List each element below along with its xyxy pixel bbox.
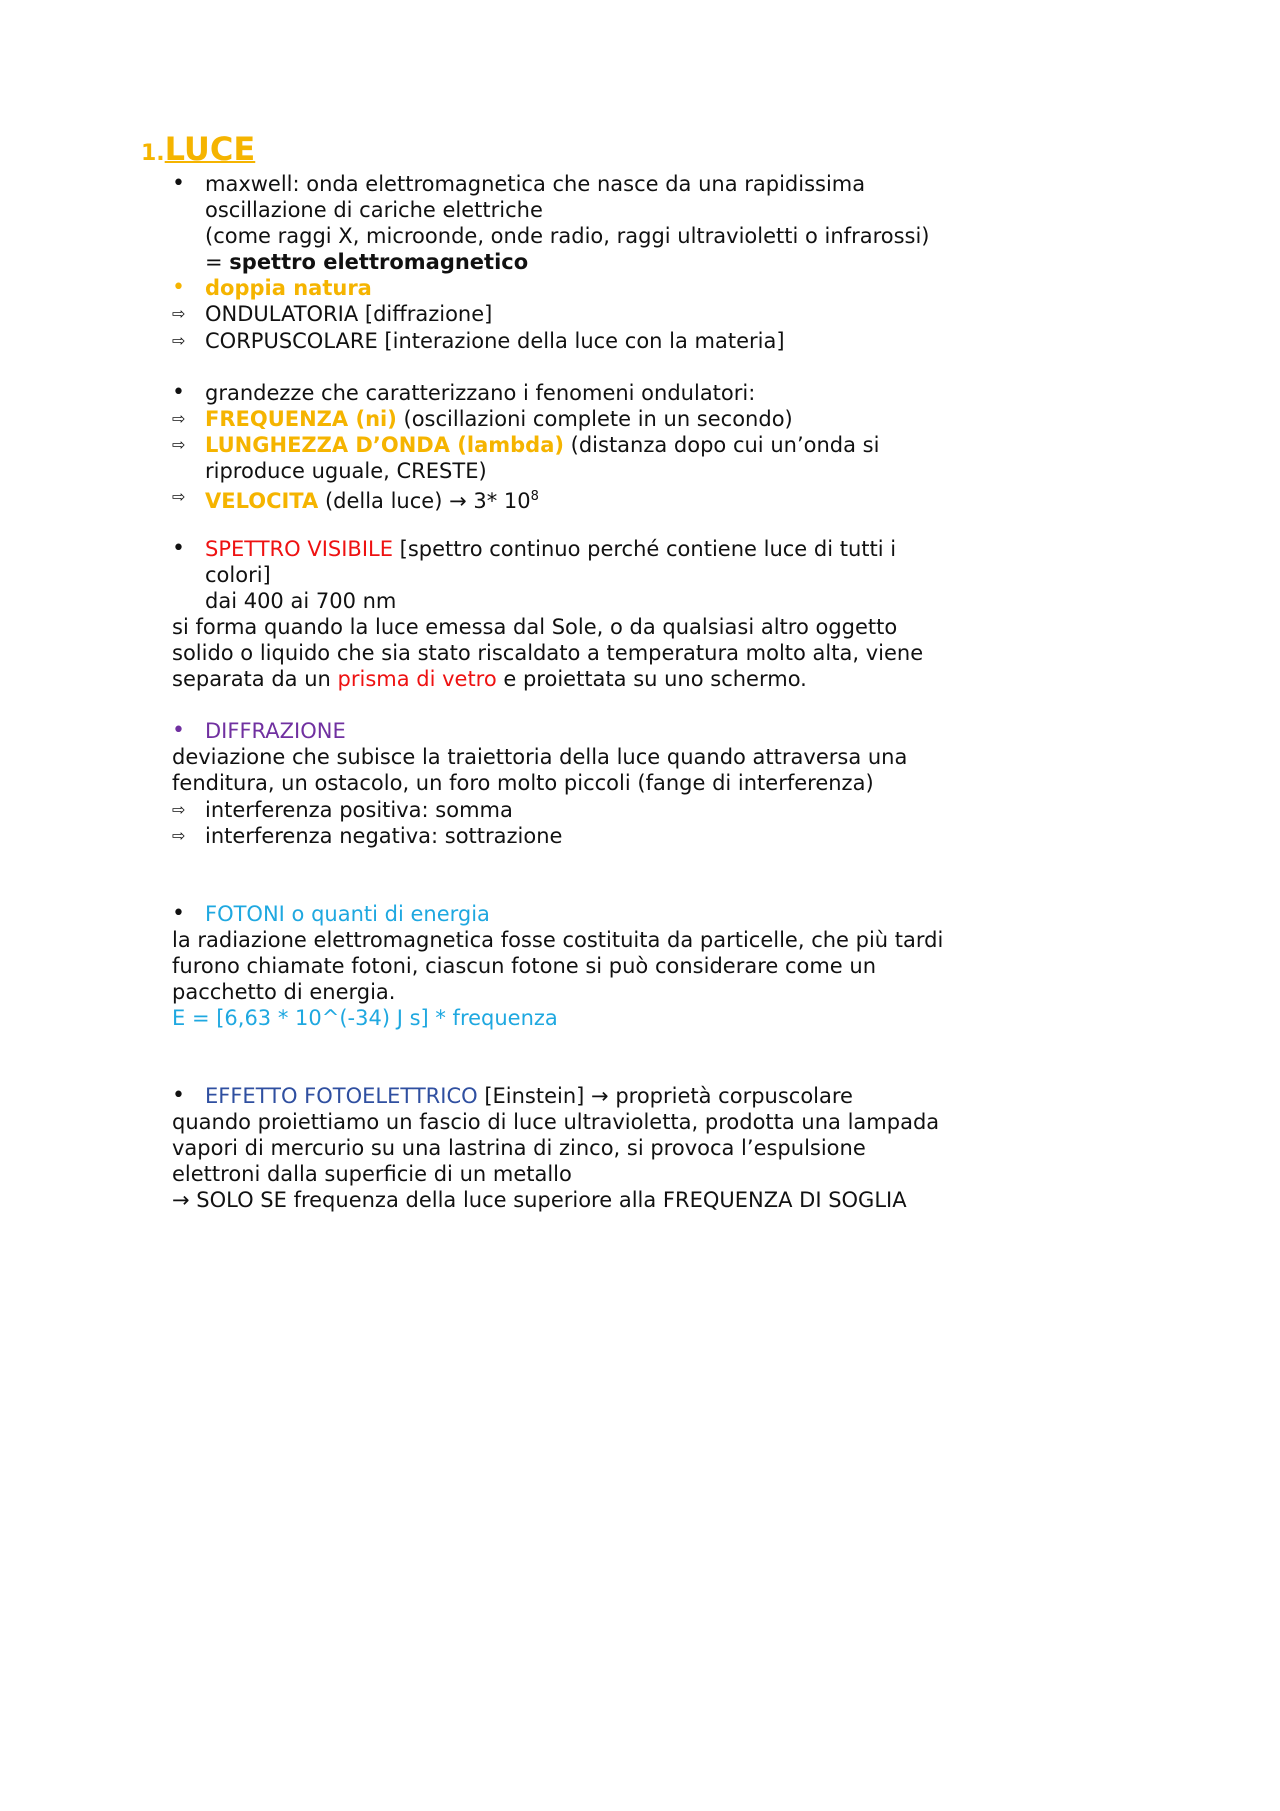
text-span: [Einstein] [477, 1084, 592, 1108]
text-span: (oscillazioni complete in un secondo) [396, 407, 793, 431]
text-line: furono chiamate fotoni, ciascun fotone si può considerare come un [172, 954, 877, 978]
solid-arrow-icon: → [172, 1188, 190, 1212]
text-line: vapori di mercurio su una lastrina di zinco, si provoca l’espulsione [172, 1136, 866, 1160]
hollow-arrow-icon: ⇨ [172, 487, 186, 506]
photoelectric-heading: EFFETTO FOTOELETTRICO [205, 1084, 478, 1108]
hollow-arrow-icon: ⇨ [172, 331, 186, 350]
text-line [172, 1187, 907, 1213]
list-item: ONDULATORIA [diffrazione] [205, 302, 493, 326]
text-line: dai 400 ai 700 nm [205, 589, 397, 613]
bullet-icon: • [172, 380, 185, 405]
hollow-arrow-icon: ⇨ [172, 435, 186, 454]
solid-arrow-icon: → [591, 1084, 609, 1108]
heading-title: LUCE [164, 130, 256, 168]
list-item [205, 432, 879, 458]
energy-formula: E = [6,63 * 10^(-34) J s] * frequenza [172, 1006, 558, 1030]
list-item: interferenza negativa: sottrazione [205, 824, 563, 848]
text-line: maxwell: onda elettromagnetica che nasce da una rapidissima [205, 172, 866, 196]
text-span: 3* 10 [466, 489, 531, 513]
text-line: la radiazione elettromagnetica fosse costituita da particelle, che più tardi [172, 928, 944, 952]
text-line: deviazione che subisce la traiettoria della luce quando attraversa una [172, 745, 908, 769]
list-item: CORPUSCOLARE [interazione della luce con la materia] [205, 329, 785, 353]
text-span: separata da un [172, 667, 338, 691]
bullet-icon: • [172, 901, 185, 926]
velocity-term: VELOCITA [205, 489, 319, 513]
text-line: solido o liquido che sia stato riscaldato a temperatura molto alta, viene [172, 641, 924, 665]
text-line: grandezze che caratterizzano i fenomeni ondulatori: [205, 381, 756, 405]
diffraction-heading: DIFFRAZIONE [205, 719, 346, 743]
hollow-arrow-icon: ⇨ [172, 304, 186, 323]
text-line: oscillazione di cariche elettriche [205, 198, 543, 222]
text-line [205, 1083, 853, 1109]
text-span: proprietà corpuscolare [608, 1084, 853, 1108]
text-line [205, 536, 896, 562]
text-span: (distanza dopo cui un’onda si [563, 433, 880, 457]
heading-number: 1. [141, 141, 165, 166]
bullet-icon: • [172, 718, 185, 743]
text-span: (della luce) [318, 489, 450, 513]
list-item [205, 484, 539, 513]
prism-term: prisma di vetro [337, 667, 497, 691]
text-line: si forma quando la luce emessa dal Sole, o da qualsiasi altro oggetto [172, 615, 898, 639]
text-line: pacchetto di energia. [172, 980, 396, 1004]
bullet-icon: • [172, 536, 185, 561]
list-item: interferenza positiva: somma [205, 798, 513, 822]
text-line: colori] [205, 563, 271, 587]
lambda-term: (lambda) [457, 433, 564, 457]
bullet-icon: • [172, 1083, 185, 1108]
section-heading [141, 130, 255, 168]
text-line: fenditura, un ostacolo, un foro molto piccoli (fange di interferenza) [172, 771, 874, 795]
text-line [172, 666, 807, 692]
visible-spectrum-heading: SPETTRO VISIBILE [205, 537, 393, 561]
exponent: 8 [530, 489, 539, 504]
wavelength-term: LUNGHEZZA D’ONDA [205, 433, 458, 457]
solid-arrow-icon: → [449, 489, 467, 513]
double-nature-heading: doppia natura [205, 276, 372, 300]
text-line: quando proiettiamo un fascio di luce ultravioletta, prodotta una lampada [172, 1110, 940, 1134]
bullet-icon: • [172, 275, 185, 300]
text-line [205, 249, 528, 275]
text-span: = [205, 250, 230, 274]
text-line: elettroni dalla superficie di un metallo [172, 1162, 572, 1186]
text-span: e proiettata su uno schermo. [496, 667, 807, 691]
hollow-arrow-icon: ⇨ [172, 800, 186, 819]
list-item [205, 406, 793, 432]
spectrum-term: spettro elettromagnetico [229, 250, 529, 274]
photons-heading: FOTONI o quanti di energia [205, 902, 490, 926]
bullet-icon: • [172, 171, 185, 196]
text-line: (come raggi X, microonde, onde radio, raggi ultravioletti o infrarossi) [205, 224, 930, 248]
hollow-arrow-icon: ⇨ [172, 826, 186, 845]
text-span: [spettro continuo perché contiene luce di tutti i [393, 537, 897, 561]
hollow-arrow-icon: ⇨ [172, 409, 186, 428]
text-line: riproduce uguale, CRESTE) [205, 459, 487, 483]
frequency-term: FREQUENZA (ni) [205, 407, 397, 431]
text-span: SOLO SE frequenza della luce superiore alla FREQUENZA DI SOGLIA [189, 1188, 907, 1212]
